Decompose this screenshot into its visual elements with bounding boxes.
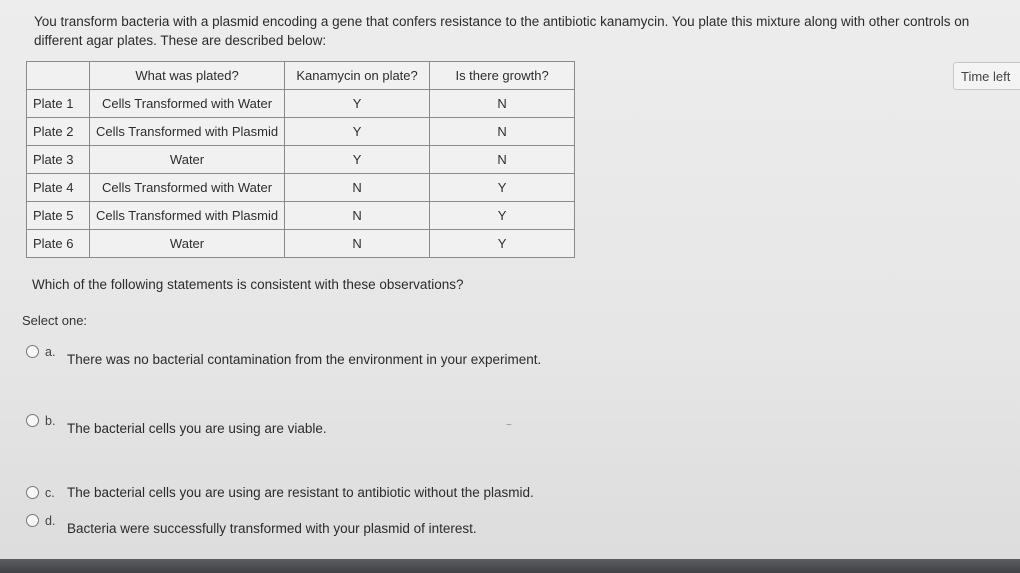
table-header-cell: What was plated? xyxy=(90,62,285,90)
table-header-row xyxy=(27,62,575,90)
kanamycin-cell: N xyxy=(285,174,430,202)
kanamycin-cell: Y xyxy=(285,118,430,146)
option-text: The bacterial cells you are using are viable. xyxy=(67,421,327,436)
plates-table xyxy=(26,61,575,258)
radio-button[interactable] xyxy=(26,514,39,527)
table-header-cell: Is there growth? xyxy=(430,62,575,90)
table-row xyxy=(27,174,575,202)
bottom-bar xyxy=(0,559,1020,573)
radio-button[interactable] xyxy=(26,345,39,358)
plate-label-cell: Plate 2 xyxy=(27,118,90,146)
plated-cell: Cells Transformed with Plasmid xyxy=(90,202,285,230)
answer-option-c[interactable] xyxy=(26,481,534,500)
radio-button[interactable] xyxy=(26,414,39,427)
kanamycin-cell: Y xyxy=(285,146,430,174)
growth-cell: N xyxy=(430,118,575,146)
table-header-cell xyxy=(27,62,90,90)
kanamycin-cell: N xyxy=(285,230,430,258)
plate-label-cell: Plate 4 xyxy=(27,174,90,202)
plated-cell: Cells Transformed with Water xyxy=(90,90,285,118)
kanamycin-cell: Y xyxy=(285,90,430,118)
option-letter: c. xyxy=(45,486,55,500)
table-row xyxy=(27,90,575,118)
option-letter: d. xyxy=(45,514,56,528)
answer-option-a[interactable] xyxy=(26,345,541,367)
growth-cell: Y xyxy=(430,230,575,258)
plated-cell: Water xyxy=(90,146,285,174)
option-text: There was no bacterial contamination from the environment in your experiment. xyxy=(67,352,542,367)
question-intro: You transform bacteria with a plasmid encoding a gene that confers resistance to the antibiotic kanamycin. You plate this mixture along with other controls on different agar plates. These are described below: xyxy=(34,14,970,48)
plate-label-cell: Plate 5 xyxy=(27,202,90,230)
plate-label-cell: Plate 6 xyxy=(27,230,90,258)
answer-option-b[interactable] xyxy=(26,414,327,436)
stray-mark: ~ xyxy=(506,420,512,431)
radio-button[interactable] xyxy=(26,486,39,499)
answer-option-d[interactable] xyxy=(26,514,477,536)
growth-cell: N xyxy=(430,146,575,174)
select-one-label: Select one: xyxy=(22,313,88,328)
table-row xyxy=(27,230,575,258)
table-row xyxy=(27,202,575,230)
option-text: The bacterial cells you are using are resistant to antibiotic without the plasmid. xyxy=(67,485,534,500)
plate-label-cell: Plate 3 xyxy=(27,146,90,174)
plate-label-cell: Plate 1 xyxy=(27,90,90,118)
growth-cell: N xyxy=(430,90,575,118)
plated-cell: Cells Transformed with Plasmid xyxy=(90,118,285,146)
table-row xyxy=(27,146,575,174)
growth-cell: Y xyxy=(430,174,575,202)
option-letter: a. xyxy=(45,345,56,359)
plated-cell: Water xyxy=(90,230,285,258)
question-text: Which of the following statements is consistent with these observations? xyxy=(32,277,464,292)
growth-cell: Y xyxy=(430,202,575,230)
table-row xyxy=(27,118,575,146)
table-header-cell: Kanamycin on plate? xyxy=(285,62,430,90)
option-letter: b. xyxy=(45,414,56,428)
plated-cell: Cells Transformed with Water xyxy=(90,174,285,202)
option-text: Bacteria were successfully transformed with your plasmid of interest. xyxy=(67,521,477,536)
kanamycin-cell: N xyxy=(285,202,430,230)
time-left-box: Time left xyxy=(953,62,1020,90)
